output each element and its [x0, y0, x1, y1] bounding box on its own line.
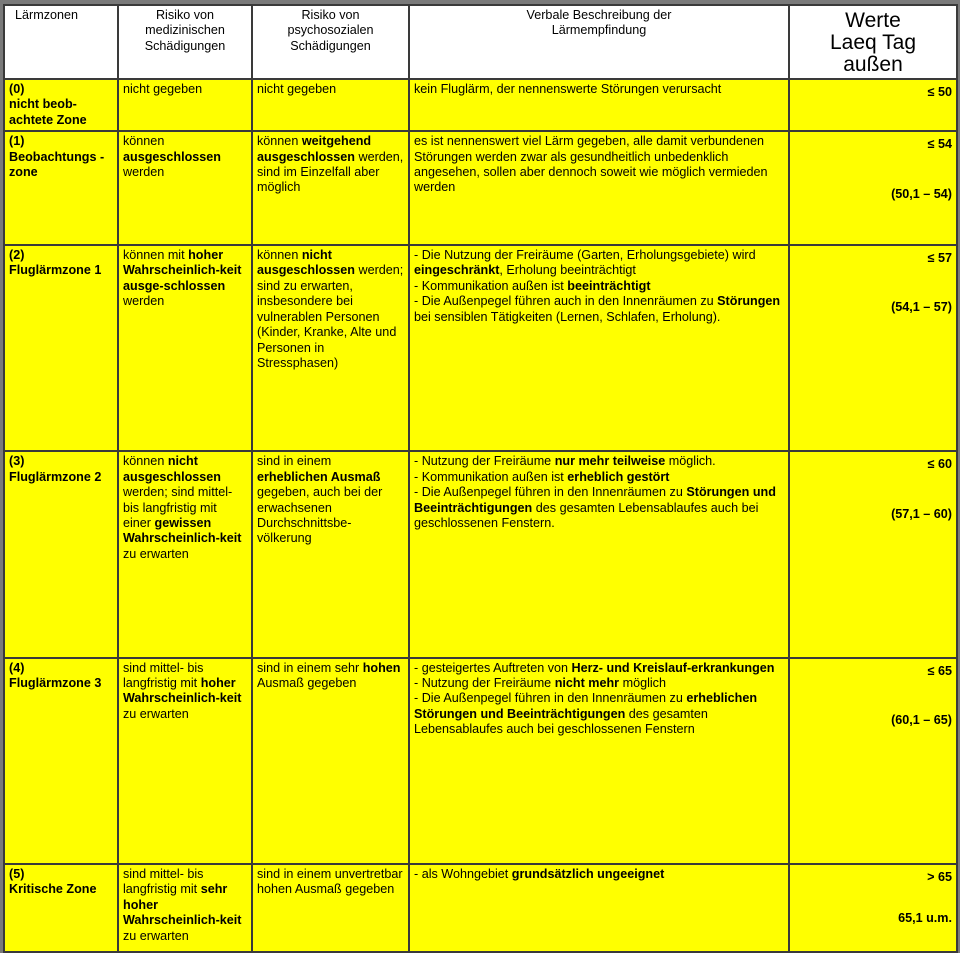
- psychosocial-risk-text: weitgehend ausgeschlossen: [257, 134, 372, 164]
- medical-risk-text: sehr hoher Wahrscheinlich-keit: [123, 882, 242, 928]
- description-bullet: [414, 294, 784, 325]
- zone-label-line: Fluglärmzone 3: [9, 676, 102, 691]
- description-text: beeinträchtigt: [567, 278, 651, 293]
- value-threshold: > 65: [927, 869, 952, 884]
- header-values: [789, 5, 957, 79]
- values-cell: [789, 451, 957, 657]
- description-bullet: [414, 867, 784, 882]
- description-text: erheblich gestört: [567, 469, 670, 484]
- header-medical-line: Risiko von: [155, 8, 215, 22]
- medical-risk-cell: [118, 451, 252, 657]
- header-description-line: Verbale Beschreibung der: [526, 8, 672, 22]
- noise-zones-table: [3, 4, 958, 953]
- value-range: (54,1 – 57): [891, 300, 952, 315]
- description-text: eingeschränkt: [414, 263, 500, 278]
- psychosocial-risk-text: gegeben, auch bei der erwachsenen Durchschnittsbe-völkerung: [257, 485, 383, 546]
- description-text: Störungen: [717, 294, 781, 309]
- medical-risk-text: hoher Wahrscheinlich-keit: [123, 676, 242, 706]
- medical-risk-text: werden; sind mittel- bis langfristig mit einer: [123, 485, 233, 530]
- description-text: erheblichen Störungen und Beeinträchtigungen: [414, 691, 758, 721]
- zone-cell: [4, 451, 118, 657]
- table-row: [4, 658, 957, 864]
- description-text: - Die Außenpegel führen auch in den Innenräumen zu: [414, 294, 718, 309]
- description-cell: [409, 658, 789, 864]
- medical-risk-text: zu erwarten: [123, 706, 189, 721]
- psychosocial-risk-text: sind in einem unvertretbar hohen Ausmaß gegeben: [257, 866, 403, 897]
- psychosocial-risk-text: können: [257, 134, 302, 149]
- description-text: - als Wohngebiet: [414, 866, 512, 881]
- values-cell: [789, 79, 957, 131]
- table-row: [4, 79, 957, 131]
- description-text: - Die Außenpegel führen in den Innenräumen zu: [414, 485, 687, 500]
- medical-risk-text: werden: [123, 165, 165, 180]
- medical-risk-text: können: [123, 454, 168, 469]
- psychosocial-risk-text: sind in einem: [257, 454, 332, 469]
- description-text: , Erholung beeinträchtigt: [499, 263, 636, 278]
- value-threshold: ≤ 54: [927, 137, 952, 152]
- medical-risk-cell: [118, 131, 252, 245]
- zone-label-line: (5): [9, 866, 25, 881]
- header-values-line: außen: [843, 53, 903, 76]
- description-text: - Nutzung der Freiräume: [414, 454, 555, 469]
- psychosocial-risk-text: nicht ausgeschlossen: [257, 248, 355, 278]
- header-row: [4, 5, 957, 79]
- medical-risk-text: werden: [123, 294, 165, 309]
- psychosocial-risk-text: werden, sind im Einzelfall aber möglich: [257, 149, 404, 195]
- description-text: es ist nennenswert viel Lärm gegeben, alle damit verbundenen Störungen werden zwar als gesundheitlich unbedenklich angesehen, sollen aber dennoch soweit wie möglich vermieden werden: [414, 134, 768, 195]
- header-values-line: Werte: [845, 9, 901, 32]
- zone-label-line: (3): [9, 454, 25, 469]
- zone-label-line: zone: [9, 165, 38, 180]
- description-text: - Kommunikation außen ist: [414, 278, 568, 293]
- description-bullet: [414, 454, 784, 469]
- value-range: (60,1 – 65): [891, 713, 952, 728]
- zone-label-line: (1): [9, 134, 25, 149]
- description-text: Störungen und Beeinträchtigungen: [414, 485, 776, 515]
- value-threshold: ≤ 57: [927, 251, 952, 266]
- zone-label-line: Beobachtungs -: [9, 149, 105, 164]
- medical-risk-text: sind mittel- bis langfristig mit: [123, 660, 204, 691]
- table-row: [4, 131, 957, 245]
- description-cell: [409, 131, 789, 245]
- medical-risk-cell: [118, 245, 252, 451]
- header-description-line: Lärmempfindung: [551, 23, 647, 38]
- psychosocial-risk-cell: [252, 131, 409, 245]
- medical-risk-text: ausgeschlossen: [123, 149, 221, 164]
- psychosocial-risk-text: werden; sind zu erwarten, insbesondere bei vulnerablen Personen (Kinder, Kranke, Alte und Personen in Stressphasen): [257, 263, 404, 370]
- psychosocial-risk-text: erheblichen Ausmaß: [257, 469, 381, 484]
- psychosocial-risk-cell: [252, 658, 409, 864]
- value-range: (57,1 – 60): [891, 506, 952, 521]
- medical-risk-text: zu erwarten: [123, 928, 189, 943]
- zone-label-line: nicht beob-: [9, 97, 77, 112]
- zone-label-line: Fluglärmzone 2: [9, 469, 102, 484]
- zone-label-line: (0): [9, 82, 25, 96]
- description-text: - Die Außenpegel führen in den Innenräumen zu: [414, 691, 687, 706]
- values-cell: [789, 658, 957, 864]
- psychosocial-risk-text: können: [257, 248, 302, 263]
- zone-cell: [4, 131, 118, 245]
- zone-cell: [4, 79, 118, 131]
- header-psychosocial-line: psychosozialen: [287, 23, 374, 38]
- header-values-line: Laeq Tag: [829, 31, 917, 54]
- description-bullet: [414, 485, 784, 531]
- psychosocial-risk-cell: [252, 864, 409, 952]
- header-psychosocial-risk: [252, 5, 409, 79]
- zone-cell: [4, 658, 118, 864]
- description-cell: [409, 451, 789, 657]
- psychosocial-risk-text: hohen: [362, 660, 401, 675]
- description-text: des gesamten Lebensablaufes auch bei geschlossenen Fenstern: [414, 706, 708, 737]
- medical-risk-text: gewissen Wahrscheinlich-keit: [123, 515, 242, 546]
- table-row: [4, 245, 957, 451]
- zone-label-line: Kritische Zone: [9, 882, 97, 897]
- medical-risk-text: nicht ausgeschlossen: [123, 454, 221, 484]
- value-threshold: ≤ 60: [927, 457, 952, 472]
- description-text: bei sensiblen Tätigkeiten (Lernen, Schlafen, Erholung).: [414, 309, 721, 324]
- table-row: [4, 864, 957, 952]
- medical-risk-text: können mit: [123, 248, 189, 263]
- medical-risk-text: sind mittel- bis langfristig mit: [123, 866, 204, 897]
- header-medical-risk: [118, 5, 252, 79]
- values-cell: [789, 864, 957, 952]
- description-cell: [409, 245, 789, 451]
- description-bullet: [414, 661, 784, 676]
- header-psychosocial-line: Risiko von: [301, 8, 360, 22]
- value-range: 65,1 u.m.: [898, 911, 952, 926]
- description-text: Herz- und Kreislauf-erkrankungen: [571, 660, 775, 675]
- zone-label-line: (2): [9, 248, 25, 263]
- medical-risk-text: zu erwarten: [123, 546, 189, 561]
- header-zones-label: Lärmzonen: [15, 8, 79, 22]
- header-psychosocial-line: Schädigungen: [290, 38, 371, 53]
- zone-cell: [4, 864, 118, 952]
- description-text: - Die Nutzung der Freiräume (Garten, Erholungsgebiete) wird: [414, 248, 756, 263]
- description-text: - gesteigertes Auftreten von: [414, 660, 572, 675]
- description-text: nur mehr teilweise: [554, 454, 666, 469]
- medical-risk-text: nicht gegeben: [123, 82, 203, 96]
- table-body: [4, 79, 957, 952]
- psychosocial-risk-cell: [252, 451, 409, 657]
- psychosocial-risk-text: sind in einem sehr: [257, 660, 363, 675]
- description-cell: [409, 864, 789, 952]
- zone-label-line: (4): [9, 660, 25, 675]
- psychosocial-risk-cell: [252, 79, 409, 131]
- value-range: (50,1 – 54): [891, 186, 952, 201]
- values-cell: [789, 245, 957, 451]
- value-threshold: ≤ 65: [927, 663, 952, 678]
- table-row: [4, 451, 957, 657]
- description-text: des gesamten Lebensablaufes auch bei geschlossenen Fenstern.: [414, 500, 759, 530]
- description-bullet: [414, 676, 784, 691]
- zone-cell: [4, 245, 118, 451]
- description-text: nicht mehr: [554, 676, 620, 691]
- description-text: möglich: [619, 676, 666, 691]
- psychosocial-risk-text: Ausmaß gegeben: [257, 676, 357, 691]
- description-text: - Kommunikation außen ist: [414, 469, 568, 484]
- zone-label-line: Fluglärmzone 1: [9, 263, 102, 278]
- zone-label-line: achtete Zone: [9, 112, 87, 127]
- medical-risk-text: hoher Wahrscheinlich-keit ausge-schlossen: [123, 248, 242, 293]
- description-bullet: [414, 248, 784, 279]
- value-threshold: ≤ 50: [927, 85, 952, 99]
- medical-risk-text: können: [123, 134, 165, 149]
- header-description: [409, 5, 789, 79]
- description-cell: [409, 79, 789, 131]
- description-text: kein Fluglärm, der nennenswerte Störungen verursacht: [414, 82, 722, 96]
- header-medical-line: Schädigungen: [144, 38, 226, 53]
- medical-risk-cell: [118, 864, 252, 952]
- description-text: - Nutzung der Freiräume: [414, 676, 555, 691]
- medical-risk-cell: [118, 79, 252, 131]
- medical-risk-cell: [118, 658, 252, 864]
- description-text: möglich.: [665, 454, 716, 469]
- header-medical-line: medizinischen: [145, 23, 225, 38]
- description-bullet: [414, 691, 784, 737]
- description-bullet: [414, 470, 784, 485]
- psychosocial-risk-cell: [252, 245, 409, 451]
- description-bullet: [414, 279, 784, 294]
- description-text: grundsätzlich ungeeignet: [511, 866, 665, 881]
- header-zones: [4, 5, 118, 79]
- values-cell: [789, 131, 957, 245]
- psychosocial-risk-text: nicht gegeben: [257, 82, 337, 96]
